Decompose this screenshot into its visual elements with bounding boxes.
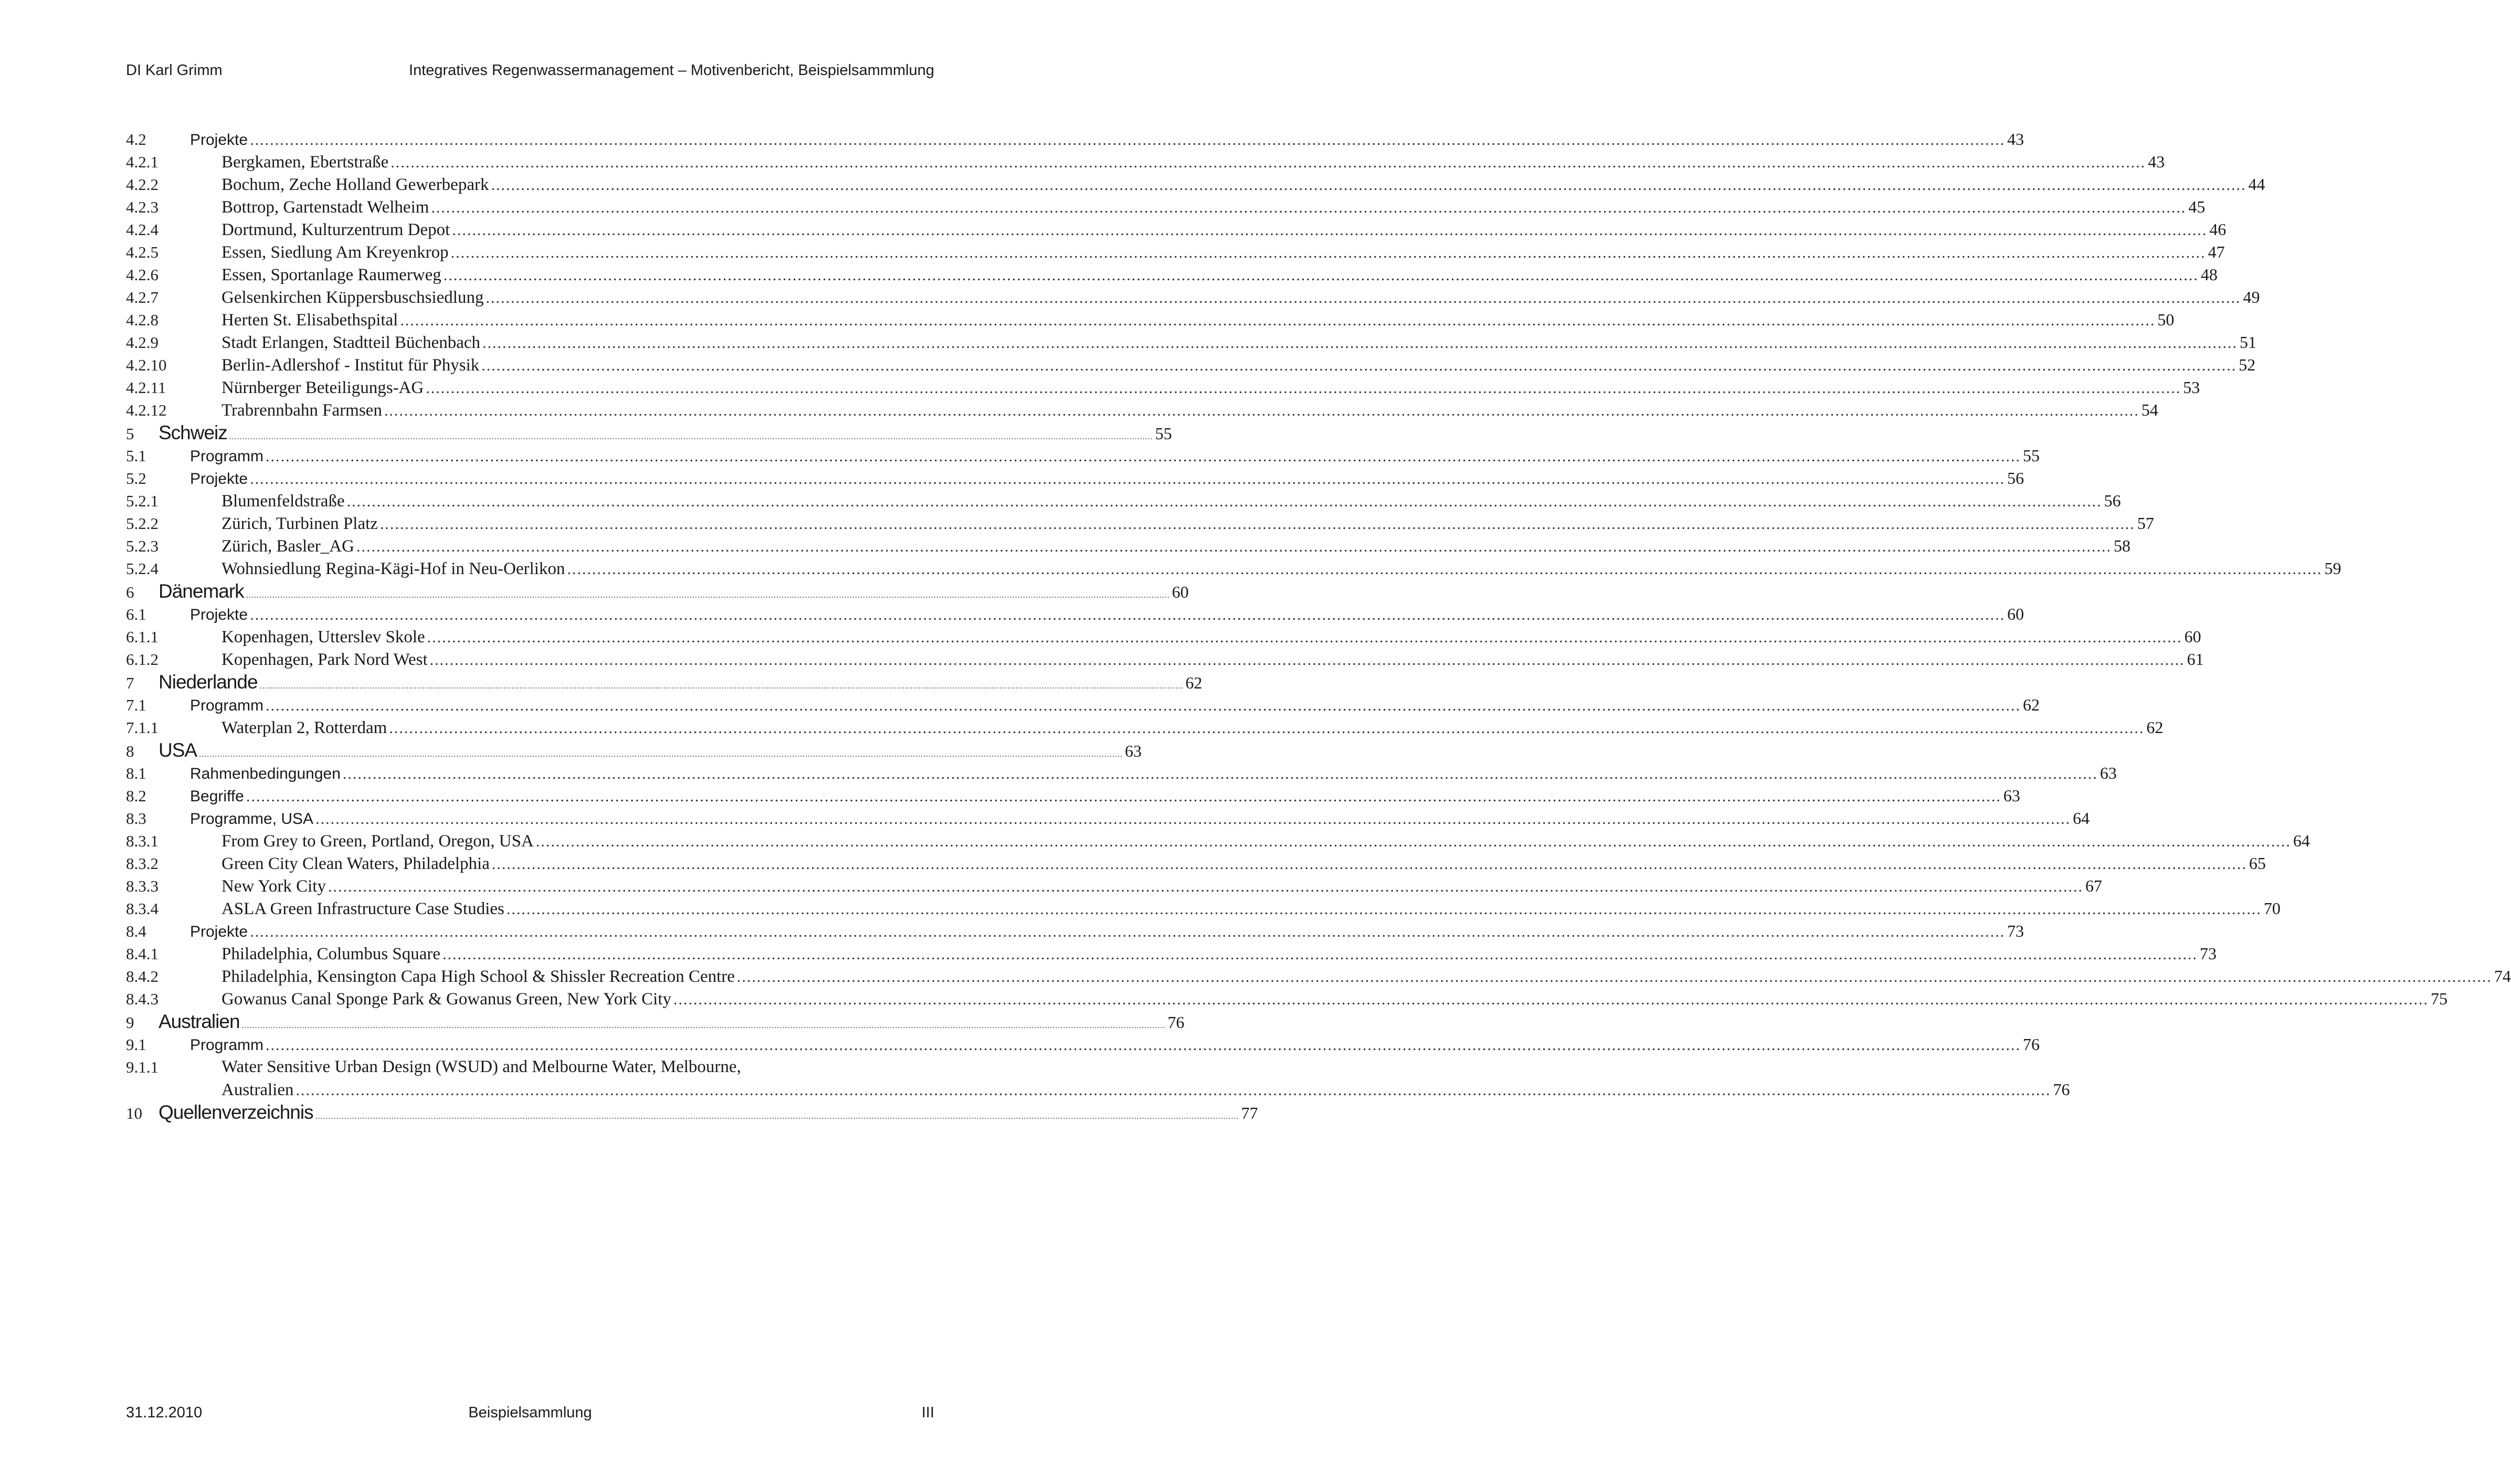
toc-entry[interactable] [126,739,1142,762]
toc-entry-number: 4.2 [126,130,146,149]
toc-entry[interactable] [126,309,2175,331]
toc-entry[interactable] [126,852,2266,875]
toc-entry-number: 4.2.6 [126,266,159,284]
toc-entry-title: USA [159,739,197,761]
footer-date: 31.12.2010 [126,1404,203,1421]
toc-entry-title: Programm [190,697,264,714]
toc-entry-title: Dänemark [159,580,244,602]
toc-dot-leader [266,1034,2021,1056]
toc-dot-leader [315,1105,1239,1128]
footer-page-number: III [921,1404,934,1421]
table-of-contents [126,128,2511,1124]
toc-entry-number: 8.4 [126,922,146,940]
toc-dot-leader [486,287,2241,309]
toc-entry-title: Philadelphia, Columbus Square [221,945,441,963]
toc-entry[interactable] [126,490,2121,512]
toc-dot-leader [491,174,2246,196]
toc-entry[interactable] [126,965,2511,988]
toc-entry[interactable] [126,942,2217,965]
toc-dot-leader [343,762,2098,785]
toc-entry-number: 8 [126,742,134,760]
toc-entry-title: ASLA Green Infrastructure Case Studies [221,899,504,918]
toc-entry-title: Zürich, Basler_AG [221,537,354,556]
toc-entry-number: 4.2.5 [126,243,159,261]
toc-entry[interactable] [126,580,1189,603]
toc-entry-number: 4.2.4 [126,220,159,239]
toc-entry-number: 5 [126,425,134,443]
toc-dot-leader [315,808,2071,830]
toc-entry-page: 64 [2293,831,2310,850]
toc-entry[interactable] [126,1010,1185,1033]
toc-entry-number: 6.1.2 [126,650,159,669]
toc-entry-page: 63 [1125,741,1142,760]
toc-entry-page: 59 [2324,559,2341,578]
toc-entry[interactable] [126,128,2024,151]
toc-dot-leader [673,988,2429,1011]
toc-entry[interactable] [126,557,2341,580]
toc-entry-number: 4.2.12 [126,401,167,419]
toc-entry-page: 55 [2023,446,2040,465]
toc-entry-title: Projekte [190,131,248,149]
toc-entry-page: 58 [2113,536,2130,555]
toc-entry-number: 4.2.9 [126,333,159,352]
toc-entry-page: 63 [2003,786,2020,805]
toc-entry[interactable] [126,603,2024,626]
toc-entry-page: 51 [2240,333,2257,352]
toc-entry[interactable] [126,648,2204,671]
toc-entry[interactable] [126,241,2225,263]
toc-entry-title: Essen, Sportanlage Raumerweg [221,266,441,284]
page-footer [126,1404,934,1422]
toc-dot-leader [391,151,2146,174]
toc-entry-title: Programm [190,448,264,465]
toc-entry-page: 62 [2146,718,2164,737]
toc-entry-title: Green City Clean Waters, Philadelphia [221,854,490,873]
toc-entry-page: 76 [2023,1035,2040,1054]
toc-entry-page: 43 [2007,130,2024,149]
toc-entry-page: 48 [2200,265,2218,284]
toc-entry[interactable] [126,286,2260,309]
toc-entry-page: 60 [2007,605,2024,623]
toc-dot-leader [246,785,2001,808]
toc-entry-page: 76 [1167,1013,1185,1032]
toc-entry-page: 65 [2249,854,2266,873]
toc-entry-page: 70 [2263,899,2281,918]
toc-entry-title: Gowanus Canal Sponge Park & Gowanus Green, New York City [221,990,672,1009]
toc-entry-number: 8.4.1 [126,945,159,963]
toc-entry-title: Quellenverzeichnis [159,1101,313,1123]
toc-entry-number: 9.1 [126,1035,146,1054]
toc-entry[interactable] [126,694,2040,716]
toc-entry-page: 62 [1185,673,1202,692]
toc-dot-leader [536,830,2291,853]
toc-entry-title: Kopenhagen, Park Nord West [221,650,428,669]
toc-entry-title: Water Sensitive Urban Design (WSUD) and Melbourne Water, Melbourne, [221,1057,741,1076]
toc-entry-title: Philadelphia, Kensington Capa High School & Shissler Recreation Centre [221,967,735,986]
toc-entry-page: 49 [2243,288,2260,306]
toc-entry-title: New York City [221,877,326,896]
toc-entry-page: 63 [2099,764,2117,782]
toc-entry-number: 4.2.2 [126,175,159,194]
toc-entry[interactable] [126,444,2040,467]
toc-entry[interactable] [126,196,2206,218]
toc-dot-leader [452,219,2207,241]
toc-entry-title: Bergkamen, Ebertstraße [221,153,389,172]
toc-dot-leader [389,717,2144,739]
toc-entry-number: 4.2.11 [126,378,166,397]
toc-entry-number: 8.2 [126,787,146,805]
footer-section-title: Beispielsammlung [468,1404,592,1421]
toc-dot-leader [451,241,2206,264]
toc-entry-title: Begriffe [190,788,244,805]
toc-entry-page: 43 [2148,152,2165,171]
toc-entry-title: Rahmenbedingungen [190,765,341,782]
toc-entry-title: Programme, USA [190,810,314,828]
toc-entry-number: 5.2.2 [126,514,159,533]
toc-entry[interactable] [126,331,2257,354]
toc-entry-title: Projekte [190,923,248,940]
toc-entry-number: 5.2.1 [126,492,159,510]
toc-entry-title: Nürnberger Beteiligungs-AG [221,378,424,397]
toc-dot-leader [400,309,2155,332]
toc-dot-leader [328,875,2083,898]
toc-entry[interactable] [126,399,2158,421]
toc-entry-number: 6.1.1 [126,628,159,646]
toc-dot-leader [507,898,2262,920]
toc-entry-page: 73 [2200,944,2217,963]
toc-entry-number: 7 [126,674,134,692]
toc-dot-leader [266,694,2021,717]
toc-dot-leader [482,332,2238,354]
toc-entry-number: 8.4.3 [126,990,159,1008]
toc-entry-number: 7.1.1 [126,718,159,737]
toc-entry-number: 8.3.3 [126,877,159,895]
toc-entry[interactable] [126,535,2130,557]
toc-entry-page: 47 [2208,242,2225,261]
toc-entry[interactable] [126,151,2165,173]
toc-entry-number: 5.1 [126,447,146,465]
toc-entry-title: Australien [221,1080,294,1099]
toc-dot-leader [492,853,2247,875]
toc-entry[interactable] [126,512,2154,535]
toc-dot-leader [347,490,2102,513]
toc-entry-page: 44 [2248,175,2265,194]
toc-entry-title: Projekte [190,606,248,623]
toc-entry-number: 8.3 [126,809,146,828]
toc-entry[interactable] [126,807,2090,830]
toc-dot-leader [431,196,2186,219]
toc-entry-number: 10 [126,1104,142,1122]
toc-entry-page: 62 [2023,695,2040,714]
toc-entry-page: 73 [2007,921,2024,940]
toc-entry-title: Herten St. Elisabethspital [221,311,398,330]
toc-entry-title: Trabrennbahn Farmsen [221,401,382,420]
toc-dot-leader [430,649,2185,671]
toc-entry-title: Gelsenkirchen Küppersbuschsiedlung [221,288,484,307]
page-header [126,62,934,79]
toc-entry-number: 4.2.8 [126,311,159,329]
toc-entry-number: 4.2.7 [126,288,159,306]
toc-dot-leader [737,966,2492,988]
toc-entry-title: Bottrop, Gartenstadt Welheim [221,198,429,217]
toc-entry-title: Berlin-Adlershof - Institut für Physik [221,356,480,375]
toc-entry-title: Dortmund, Kulturzentrum Depot [221,220,450,239]
toc-entry[interactable] [126,785,2020,807]
toc-dot-leader [444,264,2199,287]
toc-entry-page: 56 [2104,491,2121,510]
toc-entry-page: 53 [2183,378,2200,397]
toc-dot-leader [481,354,2236,377]
toc-entry-page: 60 [2184,627,2201,646]
toc-entry-page: 56 [2007,469,2024,487]
toc-entry-number: 5.2.4 [126,559,159,578]
toc-entry[interactable] [126,421,1172,444]
toc-entry-page: 76 [2053,1080,2070,1099]
toc-entry[interactable] [126,762,2117,785]
toc-entry[interactable] [126,626,2201,648]
toc-entry[interactable] [126,1033,2040,1056]
toc-entry-page: 77 [1241,1104,1258,1122]
toc-entry[interactable] [126,173,2265,196]
toc-entry-number: 6.1 [126,605,146,623]
toc-entry-page: 57 [2137,514,2154,533]
toc-entry[interactable] [126,671,1202,694]
toc-dot-leader [250,603,2005,626]
toc-entry-number: 4.2.1 [126,153,159,171]
toc-entry-number: 6 [126,583,134,601]
toc-dot-leader [356,535,2112,558]
toc-dot-leader [250,468,2005,490]
toc-entry-number: 8.3.1 [126,832,159,850]
toc-entry[interactable] [126,988,2448,1010]
toc-entry-page: 55 [1155,424,1172,443]
toc-entry-number: 9 [126,1013,134,1032]
toc-entry-title: Schweiz [159,422,227,443]
toc-entry-title: Wohnsiedlung Regina-Kägi-Hof in Neu-Oerlikon [221,559,565,578]
toc-entry-title: Niederlande [159,671,258,693]
toc-entry-number: 8.1 [126,764,146,782]
toc-entry-title: Australien [159,1011,240,1032]
toc-entry-title: Bochum, Zeche Holland Gewerbepark [221,175,489,194]
toc-entry[interactable] [126,716,2164,739]
toc-dot-leader [266,445,2021,468]
toc-entry-page: 64 [2073,809,2090,828]
toc-entry[interactable] [126,467,2024,490]
toc-entry-page: 50 [2157,310,2175,329]
toc-entry-number: 7.1 [126,696,146,714]
toc-entry-title: Programm [190,1036,264,1054]
toc-entry-title: From Grey to Green, Portland, Oregon, USA [221,832,534,851]
toc-entry[interactable] [126,1101,1258,1124]
toc-entry-page: 46 [2209,220,2227,239]
toc-entry-number: 5.2 [126,469,146,487]
toc-entry[interactable] [126,354,2256,376]
toc-entry-number: 8.4.2 [126,967,159,985]
toc-entry[interactable] [126,1056,2070,1101]
toc-entry-title: Zürich, Turbinen Platz [221,514,378,533]
toc-entry[interactable] [126,830,2310,852]
toc-entry[interactable] [126,263,2218,286]
toc-entry-page: 45 [2188,197,2206,216]
toc-dot-leader [250,920,2005,943]
toc-entry-page: 52 [2239,355,2256,374]
header-author: DI Karl Grimm [126,62,223,79]
toc-entry-number: 4.2.3 [126,198,159,216]
toc-entry-number: 9.1.1 [126,1058,159,1076]
toc-dot-leader [442,943,2198,966]
toc-dot-leader [296,1079,2051,1101]
toc-entry-number: 5.2.3 [126,537,159,555]
toc-entry-number: 8.3.4 [126,899,159,918]
toc-dot-leader [567,558,2322,580]
toc-entry-number: 4.2.10 [126,356,167,374]
toc-entry[interactable] [126,218,2227,241]
toc-dot-leader [250,129,2005,151]
toc-dot-leader [380,513,2135,535]
toc-entry[interactable] [126,875,2102,897]
toc-entry-title: Essen, Siedlung Am Kreyenkrop [221,243,449,262]
toc-entry-number: 8.3.2 [126,854,159,873]
toc-entry[interactable] [126,376,2200,399]
toc-entry-title: Stadt Erlangen, Stadtteil Büchenbach [221,333,481,352]
toc-dot-leader [384,399,2139,422]
toc-dot-leader [427,626,2182,649]
toc-entry-title: Waterplan 2, Rotterdam [221,718,387,737]
toc-entry-title: Kopenhagen, Utterslev Skole [221,628,425,646]
toc-entry-page: 67 [2085,876,2102,895]
toc-entry-title: Projekte [190,470,248,487]
toc-entry-page: 75 [2431,989,2448,1008]
toc-entry-page: 54 [2141,400,2158,419]
toc-entry[interactable] [126,897,2281,920]
toc-entry-page: 74 [2494,967,2511,985]
toc-dot-leader [426,377,2181,399]
toc-entry-page: 60 [1172,582,1189,601]
toc-entry-page: 61 [2187,650,2204,669]
toc-entry-title: Blumenfeldstraße [221,492,345,511]
toc-entry[interactable] [126,920,2024,942]
header-document-title: Integratives Regenwassermanagement – Motivenbericht, Beispielsammmlung [409,62,934,79]
